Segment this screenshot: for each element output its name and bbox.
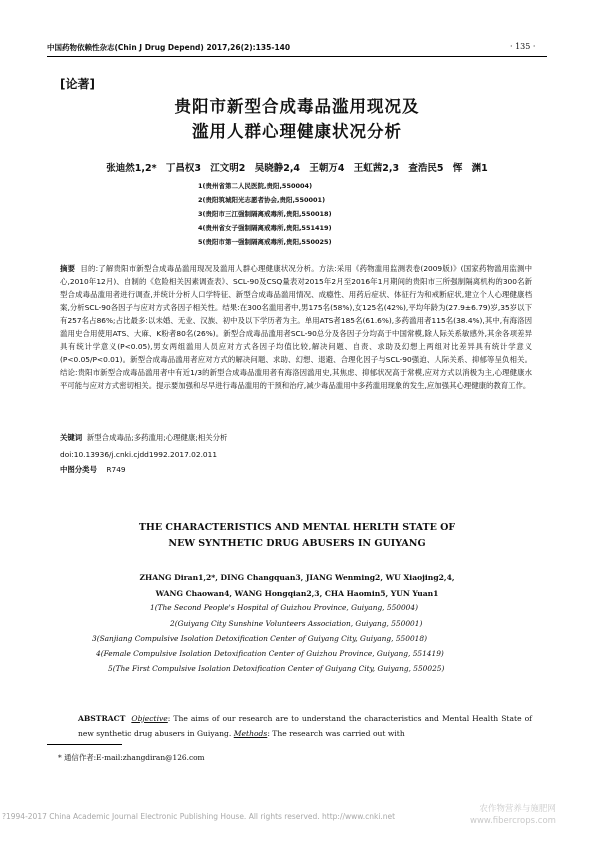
methods-text: : The research was carried out with	[267, 728, 405, 738]
page-number: · 135 ·	[510, 42, 536, 51]
authors-en-line-1: ZHANG Diran1,2*, DING Changquan3, JIANG Wenming2, WU Xiaojing2,4,	[139, 573, 455, 582]
affiliation-en-1: 1(The Second People's Hospital of Guizhou Province, Guiyang, 550004)	[150, 603, 418, 612]
clc-text: R749	[106, 465, 126, 474]
journal-header: 中国药物依赖性杂志(Chin J Drug Depend) 2017,26(2):135-140	[47, 43, 291, 52]
affiliation-cn-5: 5(贵阳市第一强制隔离戒毒所,贵阳,550025)	[198, 238, 332, 246]
authors-en	[47, 570, 547, 601]
affiliation-en-4: 4(Female Compulsive Isolation Detoxification Center of Guizhou Province, Guiyang, 551419)	[96, 649, 444, 658]
title-en-line-2: NEW SYNTHETIC DRUG ABUSERS IN GUIYANG	[168, 538, 426, 549]
title-en-line-1: THE CHARACTERISTICS AND MENTAL HERLTH STATE OF	[138, 522, 456, 533]
methods-label: Methods	[233, 728, 268, 738]
watermark-line-2: www.fibercrops.com	[470, 816, 556, 826]
affiliation-en-2: 2(Guiyang City Sunshine Volunteers Association, Guiyang, 550001)	[170, 619, 423, 628]
abstract-cn-label: 摘要	[60, 264, 76, 273]
header-rule	[47, 56, 547, 57]
cnki-footer: ?1994-2017 China Academic Journal Electronic Publishing House. All rights reserved. http://www.cnki.net	[2, 812, 396, 821]
affiliation-cn-3: 3(贵阳市三江强制隔离戒毒所,贵阳,550018)	[198, 210, 332, 218]
abstract-cn	[60, 262, 532, 392]
title-cn-line-2: 滥用人群心理健康状况分析	[192, 122, 402, 141]
keywords-cn-text: 新型合成毒品;多药滥用;心理健康;相关分析	[86, 433, 228, 442]
authors-cn: 张迪然1,2* 丁昌权3 江文明2 吴晓静2,4 王朝万4 王虹茜2,3 查浩民5 恽 渊1	[106, 163, 488, 174]
watermark-line-1: 农作物营养与施肥网	[479, 804, 556, 814]
affiliation-cn-2: 2(贵阳筑城阳光志愿者协会,贵阳,550001)	[198, 196, 326, 204]
abstract-en-label: ABSTRACT	[78, 714, 126, 723]
corresponding-author-footnote: * 通信作者:E-mail:zhangdiran@126.com	[58, 753, 205, 762]
objective-text: : The aims of our research are to understand the characteristics and Mental Health State of new synthetic drug abusers in Guiyang.	[78, 714, 532, 738]
abstract-en	[78, 712, 532, 741]
keywords-cn	[60, 432, 227, 443]
affiliation-cn-4: 4(贵州省女子强制隔离戒毒所,贵阳,551419)	[198, 224, 332, 232]
clc-number	[60, 464, 126, 475]
clc-label: 中图分类号	[60, 465, 97, 474]
watermark	[470, 803, 556, 827]
affiliation-en-3: 3(Sanjiang Compulsive Isolation Detoxification Center of Guiyang City, Guiyang, 550018)	[92, 634, 427, 643]
objective-label: Objective	[131, 714, 168, 723]
affiliation-en-5: 5(The First Compulsive Isolation Detoxification Center of Guiyang City, Guiyang, 550025)	[108, 664, 445, 673]
title-cn-line-1: 贵阳市新型合成毒品滥用现况及	[174, 97, 420, 116]
keywords-cn-label: 关键词	[60, 433, 83, 442]
affiliation-cn-1: 1(贵州省第二人民医院,贵阳,550004)	[198, 182, 313, 190]
section-tag: [论著]	[60, 77, 95, 91]
doi: doi:10.13936/j.cnki.cjdd1992.2017.02.011	[60, 450, 218, 459]
abstract-cn-text: 目的:了解贵阳市新型合成毒品滥用现况及滥用人群心理健康状况分析。方法:采用《药物滥用监测表卷(2009版)》(国家药物滥用监测中心,2010年12月)、自制的《危险相关因素调查表》、SCL-90及CSQ量表对2015年2月至2016年1月期间的贵阳市三所强制隔离机构的300名新型合成毒品滥用者进行调查,并统计分析人口学特征、新型合成毒品滥用情况、成瘾性、用药后症状、体征行为和戒断症状,建立个人心理健康档案,分析SCL-90各因子与应对方式各因子相关性。结果:在300名滥用者中,男175名(58%),女125名(42%),平均年龄为(27.9±6.79)岁,35岁以下有257名占86%;占比最多:以未婚、无业、汉族、初中及以下学历者为主。单用ATS者185名(61.6%),多药滥用者115名(38.4%),其中,有海洛因滥用史合用使用ATS、大麻、K粉者80名(26%)。新型合成毒品滥用者SCL-90总分及各因子分均高于中国常模,除人际关系敏感外,其余各项差异具有统计学意义(P<0.05),男女两组滥用人员应对方式各因子均值比较,解决问题、自责、求助及幻想上两组对比差异具有统计学意义(P<0.05/P<0.01)。新型合成毒品滥用者应对方式的解决问题、求助、幻想、退避、合理化因子与SCL-90强迫、人际关系、抑郁等呈负相关。结论:贵阳市新型合成毒品滥用者中有近1/3的新型合成毒品滥用者有海洛因滥用史,其焦虑、抑郁状况高于常模,应对方式以消极为主,心理健康水平可能与应对方式密切相关。提示要加强和尽早进行毒品滥用的干预和治疗,减少毒品滥用中多药滥用现象的发生,应加强其心理健康的教育工作。	[60, 264, 532, 390]
authors-en-line-2: WANG Chaowan4, WANG Hongqian2,3, CHA Haomin5, YUN Yuan1	[155, 588, 439, 598]
footnote-rule	[47, 744, 122, 745]
